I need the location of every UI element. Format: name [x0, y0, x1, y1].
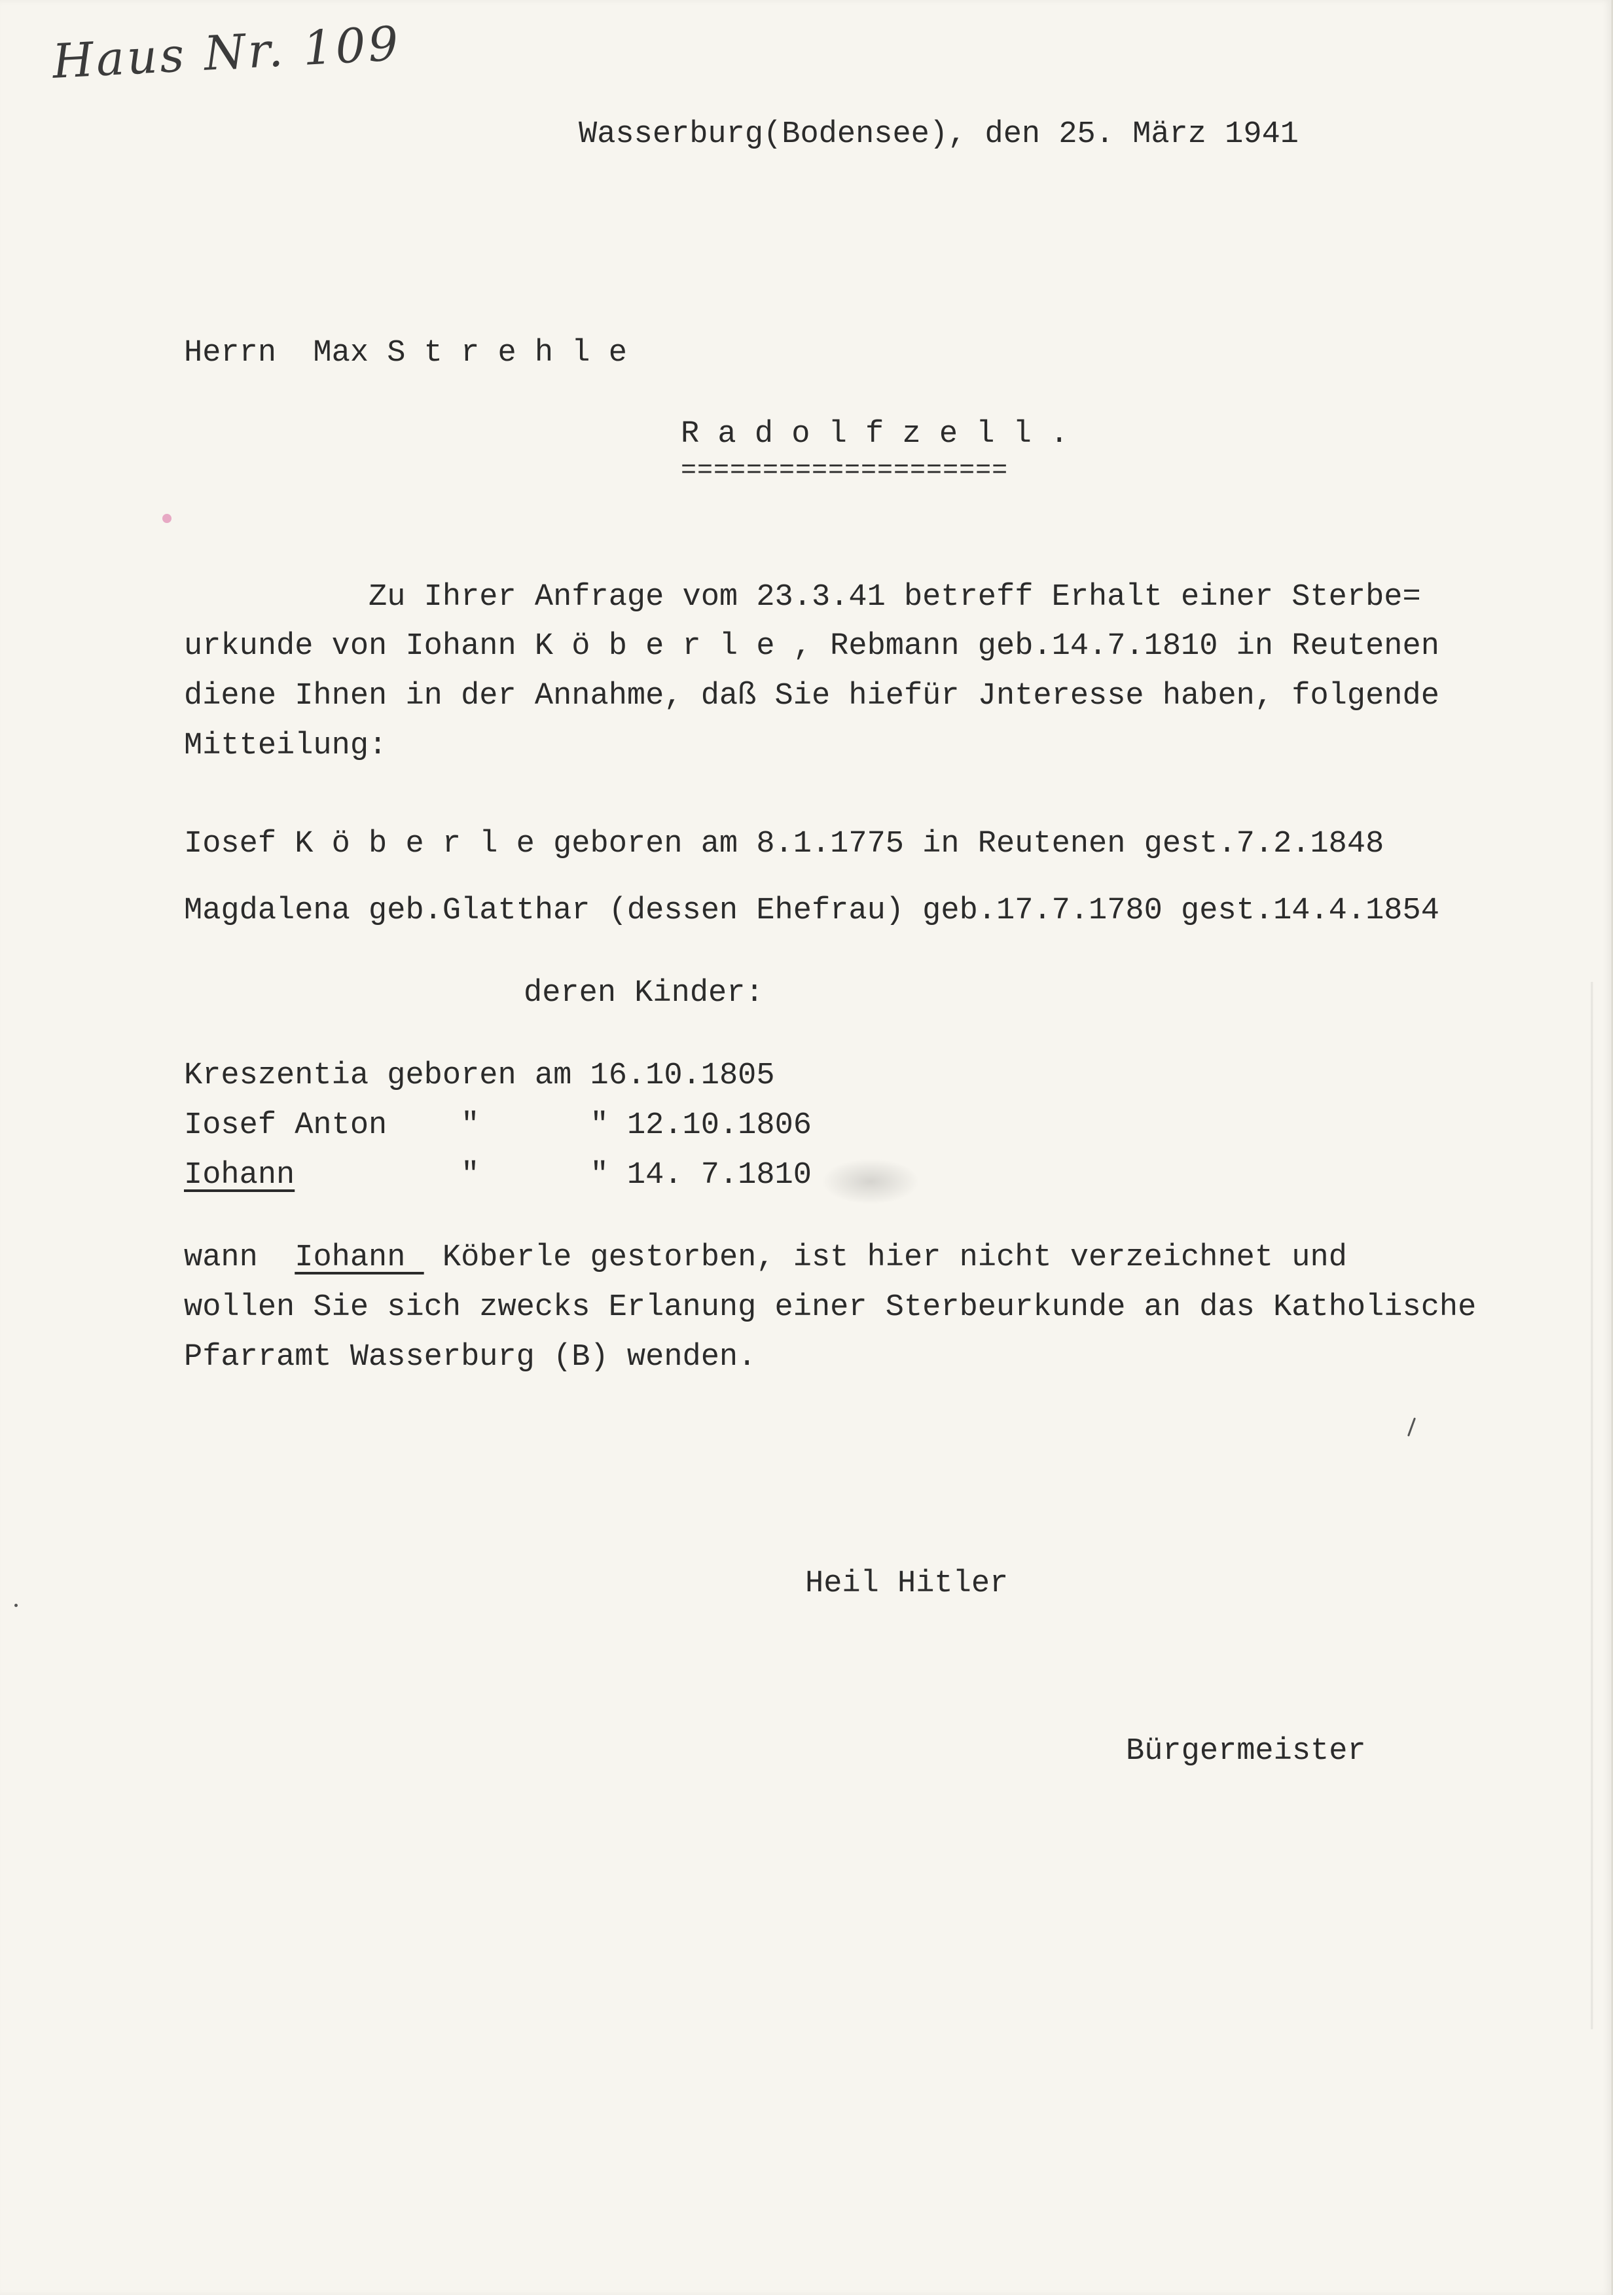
recipient-city-rule: ==================== — [681, 456, 1009, 486]
paper-edge — [1612, 0, 1624, 2295]
recipient-name: Herrn Max S t r e h l e — [184, 336, 627, 370]
closing-line-2: wollen Sie sich zwecks Erlanung einer Sterbeurkunde an das Katholische — [184, 1290, 1477, 1325]
child-date: 16.10.1805 — [590, 1058, 775, 1093]
signature-title: Bürgermeister — [1126, 1734, 1366, 1769]
place-date: Wasserburg(Bodensee), den 25. März 1941 — [579, 117, 1299, 152]
speck — [14, 1604, 18, 1607]
child-row — [184, 1157, 812, 1194]
intro-line-2: urkunde von Iohann K ö b e r l e , Rebmann geb.14.7.1810 in Reutenen — [184, 629, 1439, 664]
closing-line-1 — [184, 1240, 1347, 1276]
handwritten-house-number: Haus Nr. 109 — [51, 16, 403, 89]
child-date: 12.10.1806 — [626, 1108, 812, 1143]
recipient-city: R a d o l f z e l l . — [681, 417, 1069, 452]
child-row — [184, 1058, 775, 1094]
ink-smudge — [821, 1159, 920, 1204]
child-name: Kreszentia — [184, 1058, 369, 1093]
intro-line-4: Mitteilung: — [184, 729, 388, 763]
child-row — [184, 1108, 812, 1144]
closing-name-underlined: Iohann — [295, 1240, 424, 1275]
closing-prefix: wann — [184, 1240, 295, 1275]
parent-father: Iosef K ö b e r l e geboren am 8.1.1775 in Reutenen gest.7.2.1848 — [184, 827, 1384, 861]
child-gap: " " — [387, 1108, 627, 1143]
paper-fold — [1591, 982, 1593, 2029]
closing-line-3: Pfarramt Wasserburg (B) wenden. — [184, 1340, 757, 1375]
child-date: 14. 7.1810 — [626, 1158, 812, 1193]
intro-line-3: diene Ihnen in der Annahme, daß Sie hiefür Jnteresse haben, folgende — [184, 679, 1439, 714]
child-gap: " " — [295, 1158, 627, 1193]
parent-mother: Magdalena geb.Glatthar (dessen Ehefrau) geb.17.7.1780 gest.14.4.1854 — [184, 894, 1439, 928]
child-gap: geboren am — [369, 1058, 590, 1093]
children-heading: deren Kinder: — [524, 976, 764, 1011]
closing-rest: Köberle gestorben, ist hier nicht verzeichnet und — [424, 1240, 1347, 1275]
salutation: Heil Hitler — [805, 1566, 1009, 1601]
child-name-underlined: Iohann — [184, 1158, 295, 1193]
pink-mark — [162, 514, 171, 523]
child-name: Iosef Anton — [184, 1108, 388, 1143]
intro-line-1: Zu Ihrer Anfrage vom 23.3.41 betreff Erhalt einer Sterbe= — [184, 580, 1421, 615]
